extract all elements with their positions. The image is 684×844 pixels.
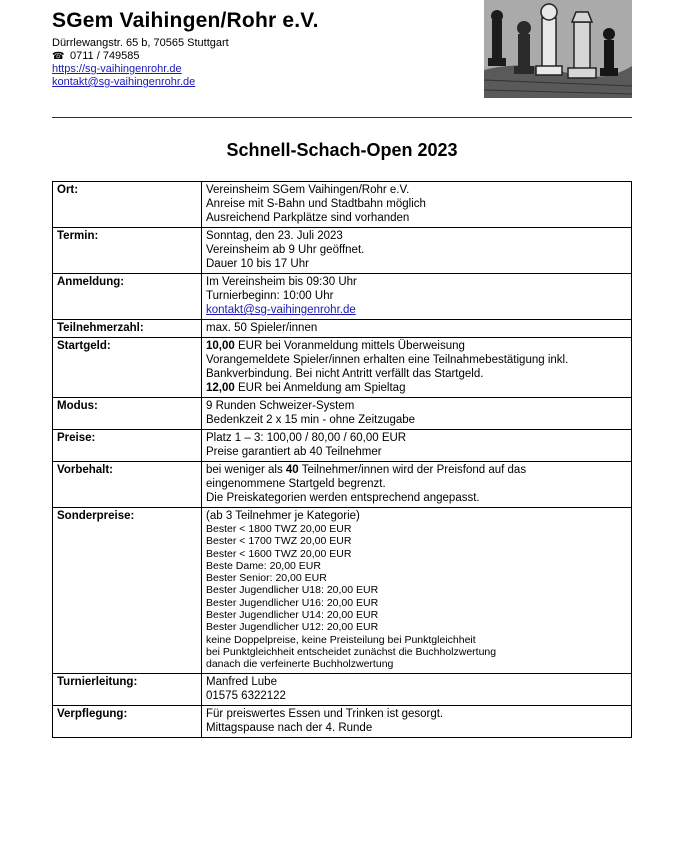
value-line: Die Preiskategorien werden entsprechend angepasst. — [206, 492, 480, 504]
list-item: Bester Senior: 20,00 EUR — [206, 572, 327, 585]
value-line: Anreise mit S-Bahn und Stadtbahn möglich — [206, 198, 426, 210]
row-label: Modus: — [53, 398, 202, 430]
value-line — [206, 463, 627, 477]
fee-text: EUR bei Anmeldung am Spieltag — [234, 382, 406, 394]
org-phone: 0711 / 749585 — [70, 50, 140, 62]
email-link[interactable]: kontakt@sg-vaihingenrohr.de — [52, 76, 196, 88]
value-line: Vereinsheim SGem Vaihingen/Rohr e.V. — [206, 184, 410, 196]
value-line: Platz 1 – 3: 100,00 / 80,00 / 60,00 EUR — [206, 432, 407, 444]
value-line: max. 50 Spieler/innen — [206, 322, 318, 334]
row-value — [202, 398, 632, 430]
value-line: Sonntag, den 23. Juli 2023 — [206, 230, 343, 242]
row-value — [202, 338, 632, 398]
row-label: Verpflegung: — [53, 705, 202, 737]
org-contact-block — [52, 37, 229, 89]
participant-threshold: 40 — [285, 464, 299, 476]
list-item: Bester < 1800 TWZ 20,00 EUR — [206, 523, 352, 535]
row-label: Startgeld: — [53, 338, 202, 398]
value-line: Turnierbeginn: 10:00 Uhr — [206, 290, 334, 302]
value-line: Mittagspause nach der 4. Runde — [206, 721, 373, 734]
table-row — [53, 508, 632, 674]
row-value — [202, 274, 632, 320]
row-value — [202, 430, 632, 462]
list-item: danach die verfeinerte Buchholzwertung — [206, 658, 394, 671]
value-line: Preise garantiert ab 40 Teilnehmer — [206, 446, 382, 458]
org-address: Dürrlewangstr. 65 b, 70565 Stuttgart — [52, 37, 229, 49]
row-label: Vorbehalt: — [53, 462, 202, 508]
row-value — [202, 182, 632, 228]
tournament-info-table — [52, 181, 632, 738]
list-item: Bester Jugendlicher U16: 20,00 EUR — [206, 596, 379, 609]
row-value — [202, 320, 632, 338]
list-item: Bester < 1700 TWZ 20,00 EUR — [206, 535, 352, 548]
list-item: Bester Jugendlicher U18: 20,00 EUR — [206, 584, 379, 597]
special-prize-list — [206, 523, 627, 671]
value-line: Vorangemeldete Spieler/innen erhalten eine Teilnahmebestätigung inkl. — [206, 354, 569, 366]
row-label: Turnierleitung: — [53, 673, 202, 705]
value-line: 9 Runden Schweizer-System — [206, 400, 355, 412]
org-phone-line — [52, 50, 229, 63]
table-row — [53, 398, 632, 430]
row-value — [202, 673, 632, 705]
table-row — [53, 430, 632, 462]
row-value — [202, 508, 632, 674]
row-value — [202, 462, 632, 508]
value-line — [206, 381, 627, 395]
row-label: Preise: — [53, 430, 202, 462]
value-line: Manfred Lube — [206, 675, 277, 688]
text-span: bei weniger als — [206, 464, 286, 476]
row-label: Termin: — [53, 228, 202, 274]
value-line: eingenommene Startgeld begrenzt. — [206, 478, 386, 490]
table-row — [53, 705, 632, 737]
list-item: Beste Dame: 20,00 EUR — [206, 559, 321, 572]
value-line: Dauer 10 bis 17 Uhr — [206, 258, 309, 270]
row-label: Teilnehmerzahl: — [53, 320, 202, 338]
website-link[interactable]: https://sg-vaihingenrohr.de — [52, 63, 182, 75]
text-span: Teilnehmer/innen wird der Preisfond auf das — [298, 464, 527, 476]
table-row — [53, 673, 632, 705]
table-row — [53, 320, 632, 338]
value-line: Bankverbindung. Bei nicht Antritt verfällt das Startgeld. — [206, 368, 484, 380]
page-title: Schnell-Schach-Open 2023 — [226, 140, 458, 160]
registration-email-link[interactable]: kontakt@sg-vaihingenrohr.de — [206, 304, 356, 316]
phone-icon: ☎ — [52, 51, 65, 62]
value-line: Für preiswertes Essen und Trinken ist gesorgt. — [206, 707, 444, 720]
table-row — [53, 228, 632, 274]
fee-amount: 12,00 — [206, 382, 235, 394]
fee-amount: 10,00 — [206, 340, 235, 352]
value-line: (ab 3 Teilnehmer je Kategorie) — [206, 510, 360, 522]
header-divider — [52, 117, 632, 118]
org-name: SGem Vaihingen/Rohr e.V. — [52, 9, 319, 32]
value-line: Im Vereinsheim bis 09:30 Uhr — [206, 276, 357, 288]
table-row — [53, 338, 632, 398]
row-label: Anmeldung: — [53, 274, 202, 320]
chess-pieces-icon — [484, 0, 632, 98]
list-item: bei Punktgleichheit entscheidet zunächst die Buchholzwertung — [206, 645, 497, 658]
list-item: Bester < 1600 TWZ 20,00 EUR — [206, 547, 352, 560]
value-line: Bedenkzeit 2 x 15 min - ohne Zeitzugabe — [206, 414, 416, 426]
list-item: Bester Jugendlicher U12: 20,00 EUR — [206, 621, 379, 634]
value-line: Vereinsheim ab 9 Uhr geöffnet. — [206, 244, 365, 256]
value-line: 01575 6322122 — [206, 689, 286, 702]
row-value — [202, 705, 632, 737]
list-item: keine Doppelpreise, keine Preisteilung bei Punktgleichheit — [206, 633, 476, 646]
row-label: Sonderpreise: — [53, 508, 202, 674]
row-label: Ort: — [53, 182, 202, 228]
table-row — [53, 274, 632, 320]
list-item: Bester Jugendlicher U14: 20,00 EUR — [206, 609, 379, 622]
table-row — [53, 182, 632, 228]
value-line — [206, 339, 627, 353]
table-row — [53, 462, 632, 508]
row-value — [202, 228, 632, 274]
fee-text: EUR bei Voranmeldung mittels Überweisung — [234, 340, 465, 352]
value-line: Ausreichend Parkplätze sind vorhanden — [206, 212, 410, 224]
